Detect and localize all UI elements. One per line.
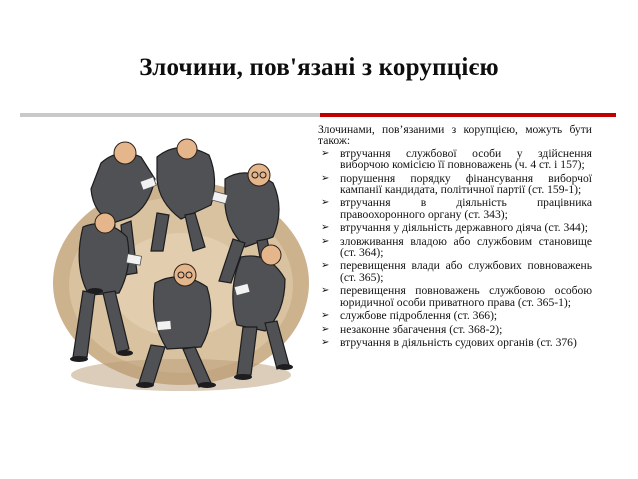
businessmen-in-circle-illustration <box>45 135 313 397</box>
arrow-bullet-icon: ➢ <box>321 260 330 272</box>
arrow-bullet-icon: ➢ <box>321 235 330 247</box>
list-item: ➢ зловживання владою або службовим становище (ст. 364); <box>321 234 592 260</box>
list-item: ➢ втручання у діяльність державного діяча (ст. 344); <box>321 221 588 235</box>
slide-title: Злочини, пов'язані з корупцією <box>139 54 499 81</box>
arrow-bullet-icon: ➢ <box>321 285 330 297</box>
arrow-bullet-icon: ➢ <box>321 336 330 348</box>
list-item: ➢ перевищення повноважень службовою особою юридичної особи приватного права (ст. 365-1); <box>321 284 592 309</box>
list-item: ➢ втручання в діяльність судових органів (ст. 376) <box>321 335 577 349</box>
list-item: ➢ порушення порядку фінансування виборчої кампанії кандидата, політичної партії (ст. 159-1); <box>321 171 592 197</box>
intro-text: Злочинами, пов’язаними з корупцією, можуть бути також: <box>318 123 592 148</box>
title-divider-gray <box>20 113 320 117</box>
corruption-crimes-text <box>318 124 592 350</box>
crimes-list <box>318 148 592 349</box>
arrow-bullet-icon: ➢ <box>321 172 330 184</box>
arrow-bullet-icon: ➢ <box>321 323 330 335</box>
arrow-bullet-icon: ➢ <box>321 310 330 322</box>
arrow-bullet-icon: ➢ <box>321 197 330 209</box>
arrow-bullet-icon: ➢ <box>321 222 330 234</box>
title-divider-red <box>320 113 616 117</box>
list-item: ➢ втручання в діяльність працівника правоохоронного органу (ст. 343); <box>321 196 592 221</box>
arrow-bullet-icon: ➢ <box>321 147 330 159</box>
list-item: ➢ перевищення влади або службових повноважень (ст. 365); <box>321 259 592 284</box>
list-item: ➢ втручання службової особи у здійснення виборчою комісією її повноважень (ч. 4 ст. і 157); <box>321 146 592 172</box>
list-item: ➢ незаконне збагачення (ст. 368-2); <box>321 322 503 336</box>
list-item: ➢ службове підроблення (ст. 366); <box>321 309 498 323</box>
